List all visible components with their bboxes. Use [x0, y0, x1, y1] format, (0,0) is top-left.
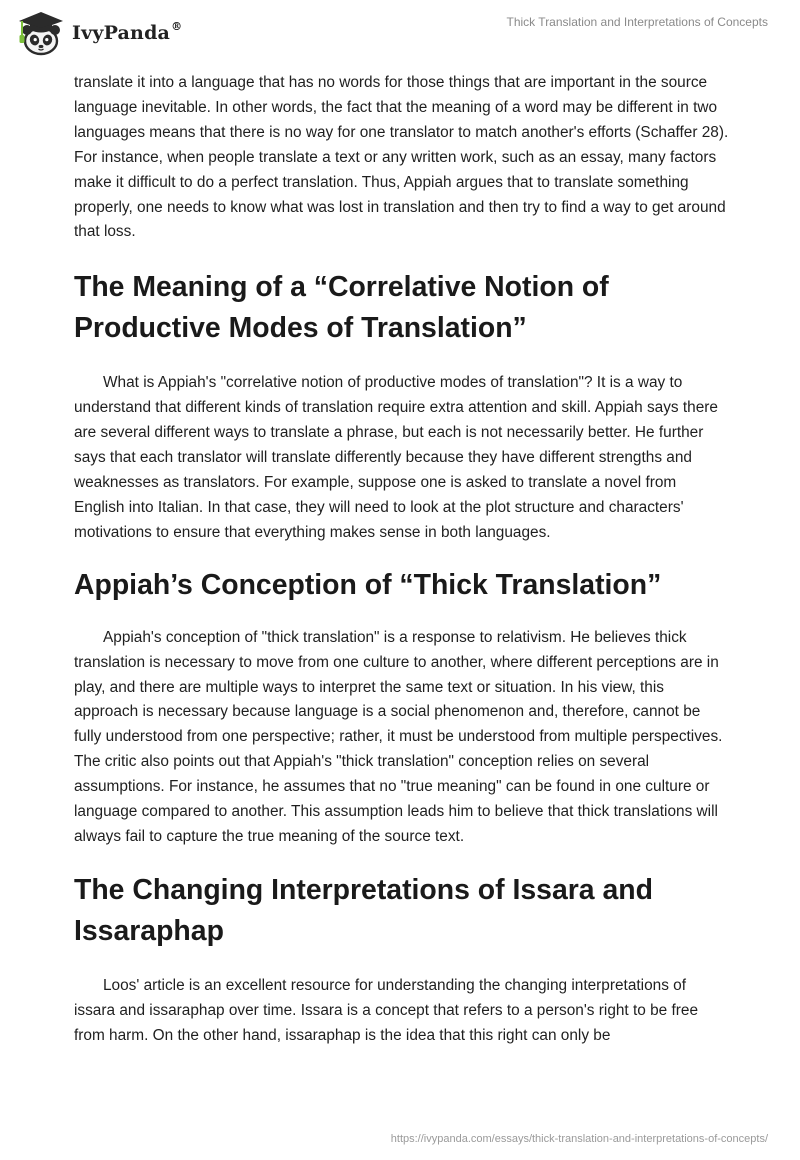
brand-logo[interactable]: [14, 10, 182, 56]
paragraph-continuation: translate it into a language that has no words for those things that are important in the source language inevitable. In other words, the fact that the meaning of a word may be different in two languages means that there is no way for one translator to match another's efforts (Schaffer 28). For instance, when people translate a text or any written work, such as an essay, many factors make it difficult to do a perfect translation. Thus, Appiah argues that to translate something properly, one needs to know what was lost in translation and then try to find a way to get around that loss.: [74, 74, 729, 241]
registered-mark: ®: [171, 20, 183, 33]
paragraph-thick-translation: Appiah's conception of "thick translation" is a response to relativism. He believes thick translation is necessary to move from one culture to another, where different perceptions are in play, and there are multiple ways to interpret the same text or situation. In his view, this approach is necessary because language is a social phenomenon and, therefore, cannot be fully understood from one perspective; rather, it must be understood from multiple perspectives. The critic also points out that Appiah's "thick translation" conception relies on several assumptions. For instance, he assumes that no "true meaning" can be found in one culture or language compared to another. This assumption leads him to believe that thick translations will always fail to capture the true meaning of the source text.: [74, 628, 723, 845]
source-url-link[interactable]: https://ivypanda.com/essays/thick-translation-and-interpretations-of-concepts/: [390, 1133, 768, 1145]
document-title: Thick Translation and Interpretations of Concepts: [506, 15, 768, 29]
brand-name: [72, 22, 182, 44]
paragraph-correlative-notion: What is Appiah's "correlative notion of productive modes of translation"? It is a way to understand that different kinds of translation require extra attention and skill. Appiah says there are several different ways to translate a phrase, but each is not necessarily better. He further says that each translator will translate differently because they have different strengths and weaknesses as translators. For example, suppose one is asked to translate a novel from English into Italian. In that case, they will need to look at the plot structure and characters' motivations to ensure that everything makes sense in both languages.: [74, 374, 718, 541]
panda-graduate-logo-icon: [14, 10, 66, 56]
article-body: [74, 71, 730, 1049]
page-header: [0, 0, 800, 70]
brand-name-text: IvyPanda: [72, 22, 171, 44]
paragraph-issara-issaraphap: Loos' article is an excellent resource for understanding the changing interpretations of issara and issaraphap over time. Issara is a concept that refers to a person's right to be free from harm. On the other hand, issaraphap is the idea that this right can only be: [74, 976, 699, 1044]
section-heading-correlative-notion: The Meaning of a “Correlative Notion of Productive Modes of Translation”: [74, 271, 609, 345]
section-heading-issara-issaraphap: The Changing Interpretations of Issara and Issaraphap: [74, 873, 653, 947]
section-heading-thick-translation: Appiah’s Conception of “Thick Translation”: [74, 568, 662, 601]
